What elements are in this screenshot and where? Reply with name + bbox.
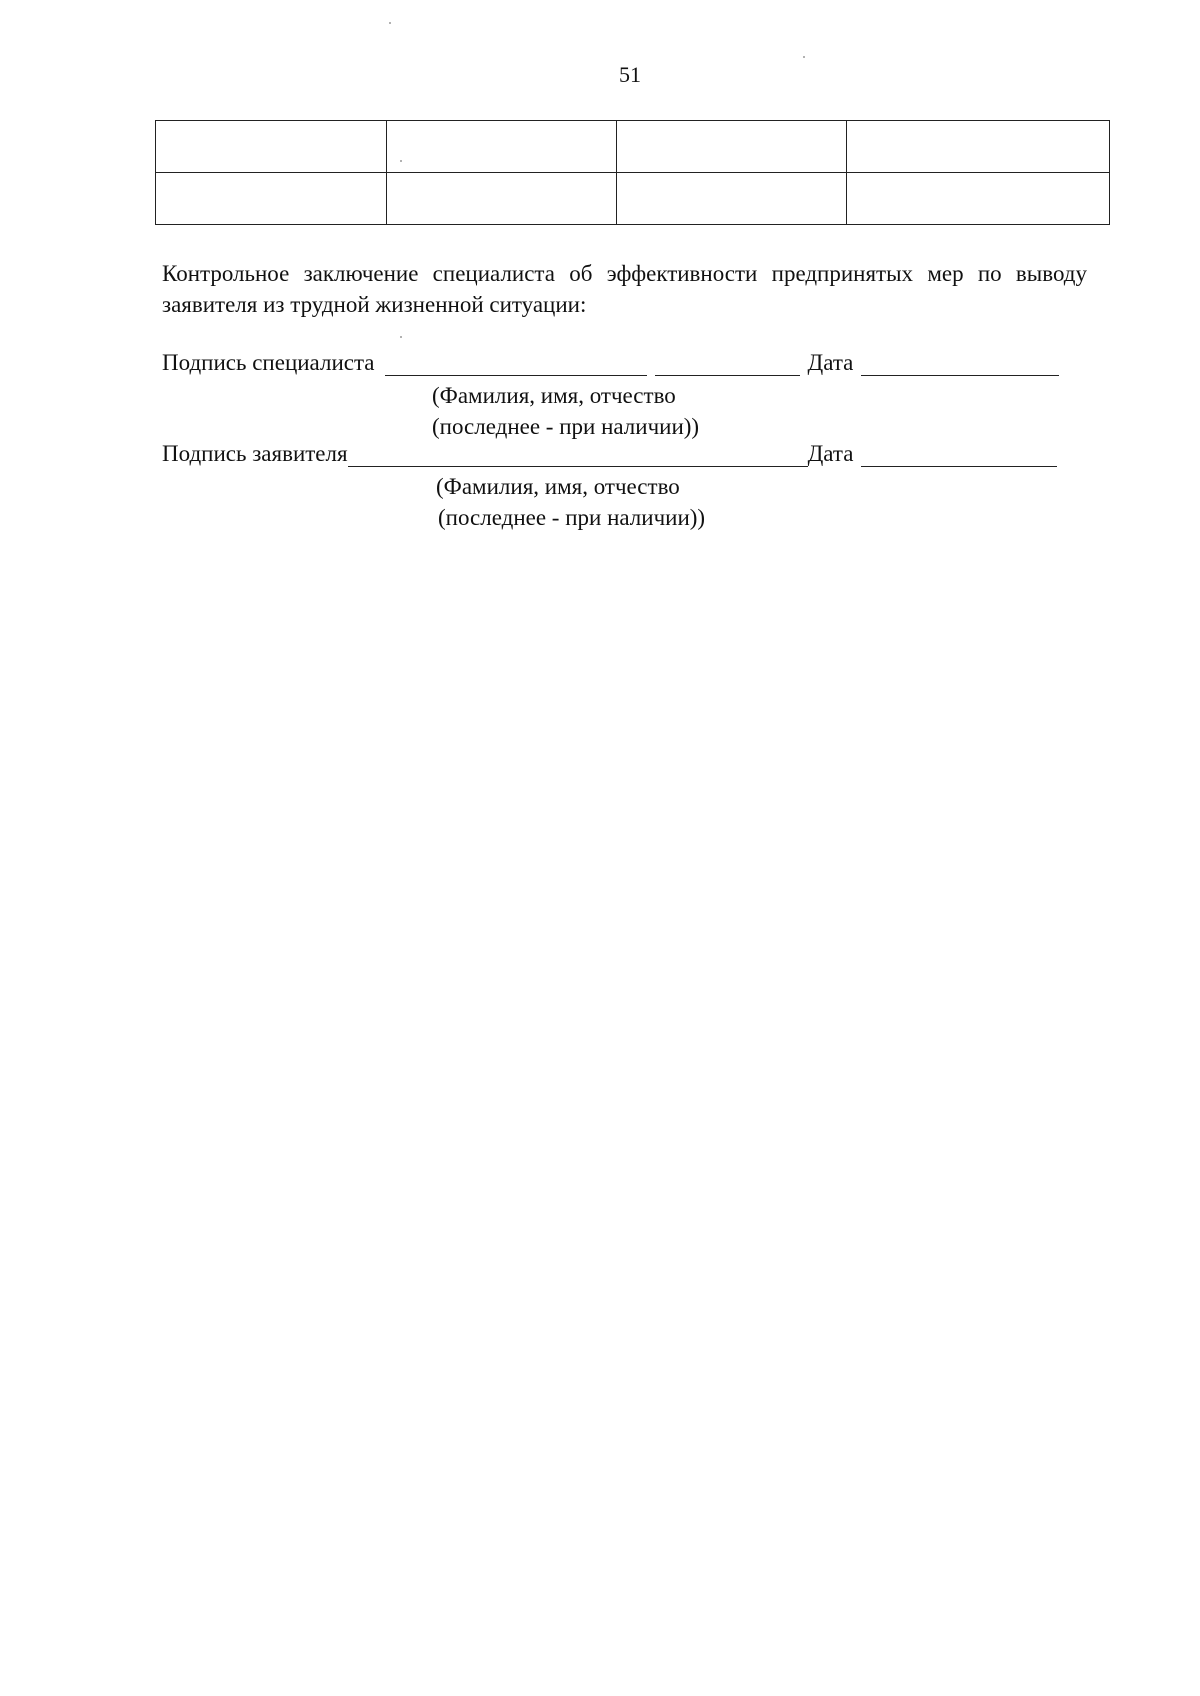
applicant-signature-line [348,442,808,467]
applicant-date-line [861,442,1057,467]
scan-speck [389,22,391,24]
scan-speck [803,56,805,58]
blank-table [155,120,1110,225]
applicant-signature-row [162,441,1057,467]
table-cell [847,173,1110,225]
table-cell [156,121,387,173]
scan-speck [400,336,402,338]
scan-speck [400,160,402,162]
specialist-name-line [385,351,647,376]
applicant-date-label: Дата [807,441,854,466]
table-cell [386,121,616,173]
applicant-name-caption: (Фамилия, имя, отчество [436,474,680,499]
specialist-signature-row [162,350,1059,376]
page-number: 51 [619,62,641,87]
table-cell [616,121,847,173]
conclusion-paragraph: Контрольное заключение специалиста об эффективности предпринятых мер по выводу заявителя из трудной жизненной ситуации: [162,261,1087,317]
table-cell [616,173,847,225]
table-row [156,173,1110,225]
table-cell [386,173,616,225]
applicant-name-caption-note: (последнее - при наличии)) [438,505,706,530]
specialist-date-line [861,351,1059,376]
table-cell [156,173,387,225]
specialist-signature-label: Подпись специалиста [162,350,375,375]
table-cell [847,121,1110,173]
table-row [156,121,1110,173]
specialist-signature-line [655,351,800,376]
specialist-name-caption: (Фамилия, имя, отчество [432,383,676,408]
specialist-name-caption-note: (последнее - при наличии)) [432,414,700,439]
specialist-date-label: Дата [807,350,854,375]
applicant-signature-label: Подпись заявителя [162,441,348,466]
